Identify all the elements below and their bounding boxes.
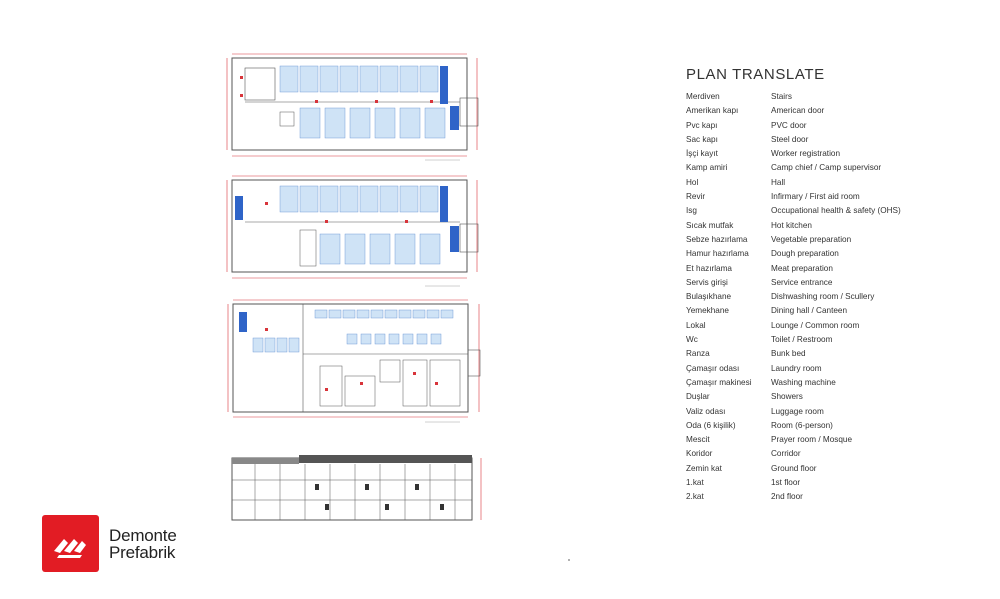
legend-term-turkish: Çamaşır makinesi [686,377,752,387]
legend-term-turkish: Valiz odası [686,406,726,416]
legend-term-turkish: Pvc kapı [686,120,718,130]
legend-term-turkish: Yemekhane [686,306,729,316]
legend-term-turkish: Et hazırlama [686,263,732,273]
legend-row [686,90,926,104]
legend-row [686,405,926,419]
legend-row [686,419,926,433]
legend-term-turkish: Zemin kat [686,463,722,473]
legend-term-english: Corridor [771,449,801,459]
legend-title: PLAN TRANSLATE [686,66,825,83]
legend-term-english: Showers [771,392,803,402]
plan-translate-legend [686,66,926,505]
legend-term-turkish: Lokal [686,320,706,330]
legend-term-turkish: 2.kat [686,492,704,502]
legend-term-english: Prayer room / Mosque [771,435,852,445]
legend-row [686,104,926,118]
building-elevation [225,452,490,529]
floor-plan-2nd [225,46,485,164]
legend-term-turkish: Isg [686,206,697,216]
legend-term-turkish: Hol [686,177,699,187]
legend-term-english: Lounge / Common room [771,320,860,330]
legend-term-english: Meat preparation [771,263,833,273]
legend-term-turkish: Koridor [686,449,713,459]
legend-term-english: Laundry room [771,363,822,373]
legend-term-english: Washing machine [771,377,836,387]
legend-term-english: Steel door [771,134,809,144]
legend-term-english: Ground floor [771,463,817,473]
legend-row [686,262,926,276]
legend-row [686,347,926,361]
legend-term-english: Hall [771,177,786,187]
page-dot [568,559,570,561]
legend-term-turkish: Sebze hazırlama [686,234,748,244]
legend-term-english: Service entrance [771,277,833,287]
logo-line1: Demonte [109,525,177,545]
legend-term-turkish: İşçi kayıt [686,149,718,159]
floor-plan-1st [225,172,485,290]
legend-rows [686,90,926,505]
legend-row [686,161,926,175]
legend-term-english: Toilet / Restroom [771,335,833,345]
legend-term-english: Vegetable preparation [771,234,852,244]
legend-term-turkish: Revir [686,192,706,202]
legend-row [686,119,926,133]
legend-term-english: Bunk bed [771,349,806,359]
legend-term-english: Room (6-person) [771,420,833,430]
legend-term-english: Dishwashing room / Scullery [771,292,875,302]
legend-term-turkish: 1.kat [686,478,704,488]
logo-text [109,527,177,561]
legend-term-turkish: Mescit [686,435,710,445]
logo-mark-icon [42,515,99,572]
legend-term-turkish: Duşlar [686,392,710,402]
logo-line2: Prefabrik [109,542,176,562]
legend-term-turkish: Oda (6 kişilik) [686,420,736,430]
legend-term-turkish: Sac kapı [686,134,718,144]
floor-plan-ground [225,298,490,426]
legend-row [686,290,926,304]
legend-row [686,190,926,204]
legend-term-english: Worker registration [771,149,841,159]
legend-row [686,319,926,333]
legend-row [686,390,926,404]
legend-term-turkish: Bulaşıkhane [686,292,732,302]
legend-term-turkish: Kamp amiri [686,163,728,173]
legend-term-english: 1st floor [771,478,801,488]
legend-row [686,233,926,247]
legend-term-english: Occupational health & safety (OHS) [771,206,901,216]
legend-term-english: American door [771,106,825,116]
legend-row [686,333,926,347]
legend-row [686,219,926,233]
legend-term-turkish: Çamaşır odası [686,363,740,373]
legend-row [686,204,926,218]
legend-term-turkish: Ranza [686,349,710,359]
legend-row [686,304,926,318]
legend-term-english: Hot kitchen [771,220,812,230]
legend-term-english: Camp chief / Camp supervisor [771,163,882,173]
legend-term-english: 2nd floor [771,492,803,502]
legend-term-turkish: Amerikan kapı [686,106,739,116]
company-logo [42,515,177,572]
legend-row [686,276,926,290]
legend-row [686,176,926,190]
legend-term-turkish: Merdiven [686,92,720,101]
legend-term-english: Infirmary / First aid room [771,192,860,202]
legend-row [686,490,926,504]
legend-row [686,433,926,447]
legend-row [686,476,926,490]
legend-row [686,362,926,376]
legend-row [686,133,926,147]
legend-row [686,147,926,161]
legend-term-english: Stairs [771,92,792,101]
legend-term-english: Dough preparation [771,249,839,259]
legend-term-turkish: Hamur hazırlama [686,249,749,259]
legend-row [686,247,926,261]
legend-term-turkish: Sıcak mutfak [686,220,734,230]
legend-term-english: Luggage room [771,406,824,416]
legend-term-turkish: Wc [686,335,698,345]
legend-term-turkish: Servis girişi [686,277,728,287]
legend-term-english: PVC door [771,120,807,130]
legend-row [686,376,926,390]
legend-row [686,462,926,476]
legend-term-english: Dining hall / Canteen [771,306,848,316]
legend-row [686,447,926,461]
